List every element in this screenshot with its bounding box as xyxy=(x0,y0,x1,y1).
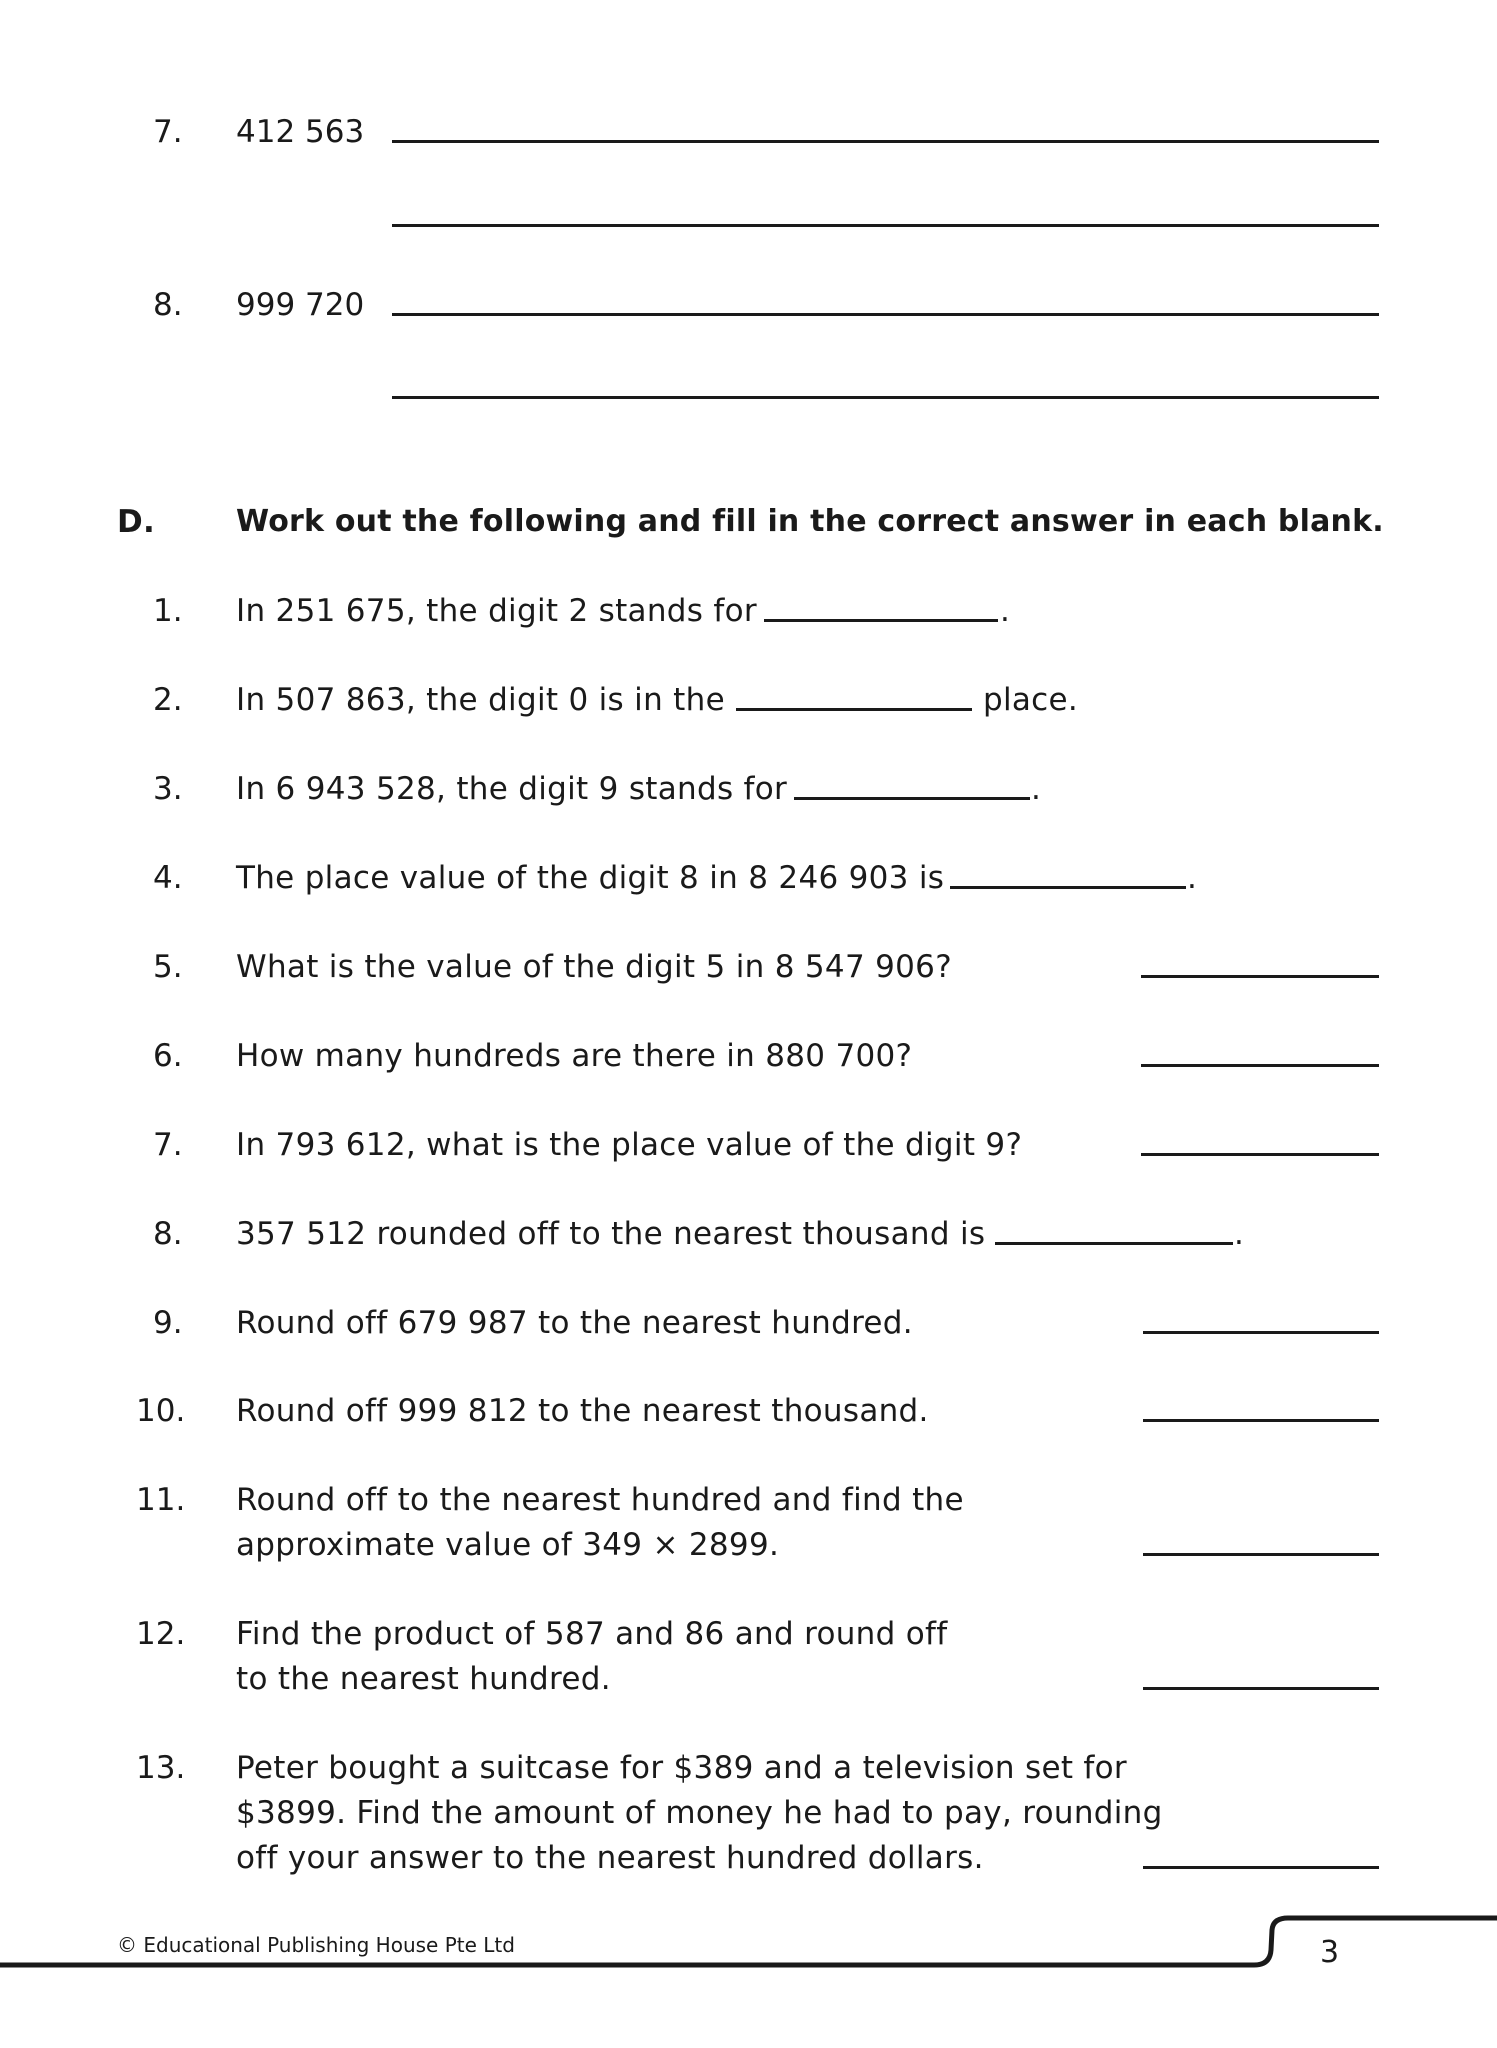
answer-line[interactable] xyxy=(392,224,1379,227)
answer-line[interactable] xyxy=(1143,1331,1379,1334)
answer-line[interactable] xyxy=(392,396,1379,399)
question-text: In 507 863, the digit 0 is in the xyxy=(236,682,725,718)
question-text-line-1: Peter bought a suitcase for $389 and a television set for xyxy=(236,1750,1127,1786)
question-suffix: . xyxy=(1000,593,1011,629)
answer-line[interactable] xyxy=(1143,1553,1379,1556)
question-text: In 6 943 528, the digit 9 stands for xyxy=(236,771,788,807)
question-text: How many hundreds are there in 880 700? xyxy=(236,1038,913,1074)
answer-line[interactable] xyxy=(1141,975,1379,978)
question-text-line-1: Round off to the nearest hundred and find the xyxy=(236,1482,964,1518)
answer-line[interactable] xyxy=(1143,1419,1379,1422)
question-text: Round off 679 987 to the nearest hundred. xyxy=(236,1305,913,1341)
question-number: 9. xyxy=(153,1305,183,1341)
item-number: 8. xyxy=(153,287,183,323)
section-instruction: Work out the following and fill in the correct answer in each blank. xyxy=(236,504,1384,539)
question-number: 8. xyxy=(153,1216,183,1252)
question-text: In 793 612, what is the place value of the digit 9? xyxy=(236,1127,1023,1163)
page-number: 3 xyxy=(1320,1935,1340,1970)
answer-line[interactable] xyxy=(1141,1153,1379,1156)
question-number: 1. xyxy=(153,593,183,629)
answer-line[interactable] xyxy=(392,313,1379,316)
question-suffix: . xyxy=(1187,860,1198,896)
question-text: 357 512 rounded off to the nearest thousand is xyxy=(236,1216,986,1252)
question-text: In 251 675, the digit 2 stands for xyxy=(236,593,757,629)
question-text-line-2: approximate value of 349 × 2899. xyxy=(236,1527,780,1563)
item-number: 7. xyxy=(153,114,183,150)
question-number: 3. xyxy=(153,771,183,807)
answer-line[interactable] xyxy=(1141,1064,1379,1067)
question-number: 5. xyxy=(153,949,183,985)
question-suffix: . xyxy=(1031,771,1042,807)
section-letter: D. xyxy=(117,504,156,540)
question-suffix: place. xyxy=(983,682,1079,718)
question-number: 4. xyxy=(153,860,183,896)
answer-blank[interactable] xyxy=(995,1242,1233,1245)
question-text: The place value of the digit 8 in 8 246 903 is xyxy=(236,860,945,896)
question-text: Round off 999 812 to the nearest thousand. xyxy=(236,1393,929,1429)
answer-blank[interactable] xyxy=(950,886,1186,889)
item-value: 999 720 xyxy=(236,287,365,323)
copyright-notice: © Educational Publishing House Pte Ltd xyxy=(117,1933,515,1957)
question-text-line-2: to the nearest hundred. xyxy=(236,1661,611,1697)
question-text-line-2: $3899. Find the amount of money he had to pay, rounding xyxy=(236,1795,1163,1831)
question-number: 6. xyxy=(153,1038,183,1074)
question-number: 12. xyxy=(136,1616,186,1652)
answer-blank[interactable] xyxy=(736,708,972,711)
question-number: 7. xyxy=(153,1127,183,1163)
item-value: 412 563 xyxy=(236,114,365,150)
question-number: 13. xyxy=(136,1750,186,1786)
answer-line[interactable] xyxy=(392,140,1379,143)
question-number: 11. xyxy=(136,1482,186,1518)
question-text-line-1: Find the product of 587 and 86 and round off xyxy=(236,1616,948,1652)
answer-line[interactable] xyxy=(1143,1866,1379,1869)
question-text: What is the value of the digit 5 in 8 547 906? xyxy=(236,949,952,985)
answer-blank[interactable] xyxy=(764,619,998,622)
question-number: 2. xyxy=(153,682,183,718)
question-text-line-3: off your answer to the nearest hundred dollars. xyxy=(236,1840,984,1876)
answer-line[interactable] xyxy=(1143,1687,1379,1690)
question-suffix: . xyxy=(1234,1216,1245,1252)
question-number: 10. xyxy=(136,1393,186,1429)
answer-blank[interactable] xyxy=(794,797,1030,800)
footer-rule xyxy=(0,1910,1497,1970)
